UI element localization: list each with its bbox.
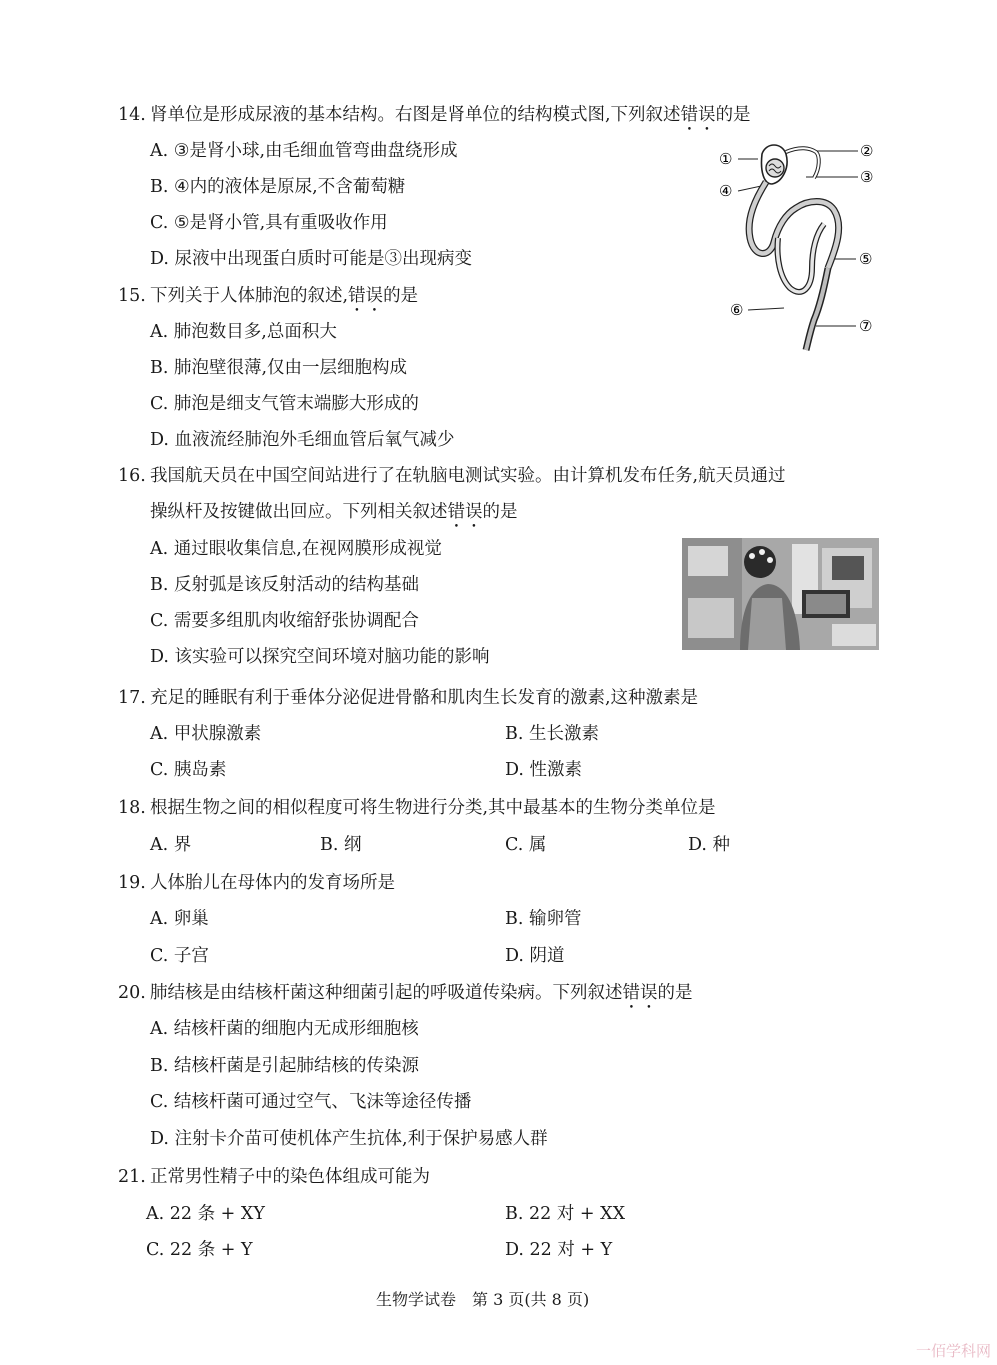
option-b: B. 反射弧是该反射活动的结构基础: [150, 575, 419, 595]
figure-label: ⑤: [859, 250, 873, 268]
option-a: A. 22 条 + XY: [146, 1204, 265, 1224]
option-d: D. 性激素: [505, 760, 583, 780]
option-d: D. 该实验可以探究空间环境对脑功能的影响: [150, 647, 490, 667]
option-c: C. 子宫: [150, 946, 209, 966]
option-c: C. 胰岛素: [150, 760, 227, 780]
option-d: D. 22 对 + Y: [505, 1240, 613, 1260]
option-b: B. 22 对 + XX: [505, 1204, 626, 1224]
option-d: D. 尿液中出现蛋白质时可能是③出现病变: [150, 249, 473, 269]
option-c: C. ⑤是肾小管,具有重吸收作用: [150, 213, 388, 233]
option-d: D. 血液流经肺泡外毛细血管后氧气减少: [150, 430, 455, 450]
option-a: A. 界: [150, 835, 192, 855]
option-d: D. 种: [688, 835, 731, 855]
figure-label: ④: [719, 182, 733, 200]
question-number: 21.: [118, 1167, 146, 1187]
nephron-diagram: [716, 138, 886, 353]
option-a: A. 甲状腺激素: [150, 724, 262, 744]
question-18-stem: 根据生物之间的相似程度可将生物进行分类,其中最基本的生物分类单位是: [150, 798, 716, 818]
option-d: D. 注射卡介苗可使机体产生抗体,利于保护易感人群: [150, 1129, 548, 1149]
question-15-stem: 下列关于人体肺泡的叙述,错误的是: [150, 286, 419, 306]
option-c: C. 结核杆菌可通过空气、飞沫等途径传播: [150, 1092, 472, 1112]
question-number: 14.: [118, 105, 146, 125]
question-number: 20.: [118, 983, 146, 1003]
question-number: 17.: [118, 688, 146, 708]
option-c: C. 22 条 + Y: [146, 1240, 253, 1260]
question-19-stem: 人体胎儿在母体内的发育场所是: [150, 873, 395, 893]
option-c: C. 肺泡是细支气管末端膨大形成的: [150, 394, 419, 414]
figure-label: ⑥: [730, 301, 744, 319]
watermark: 一佰学科网: [915, 1342, 991, 1360]
option-b: B. ④内的液体是原尿,不含葡萄糖: [150, 177, 406, 197]
figure-label: ②: [860, 142, 874, 160]
astronaut-photo: [682, 538, 879, 650]
question-14-stem: 肾单位是形成尿液的基本结构。右图是肾单位的结构模式图,下列叙述错误的是: [150, 105, 751, 125]
figure-label: ③: [860, 168, 874, 186]
question-20-stem: 肺结核是由结核杆菌这种细菌引起的呼吸道传染病。下列叙述错误的是: [150, 983, 693, 1003]
option-b: B. 输卵管: [505, 909, 582, 929]
page-footer: 生物学试卷 第 3 页(共 8 页): [376, 1290, 590, 1309]
option-a: A. ③是肾小球,由毛细血管弯曲盘绕形成: [150, 141, 458, 161]
option-b: B. 纲: [320, 835, 362, 855]
question-number: 15.: [118, 286, 146, 306]
option-a: A. 结核杆菌的细胞内无成形细胞核: [150, 1019, 419, 1039]
question-16-stem-line2: 操纵杆及按键做出回应。下列相关叙述错误的是: [150, 502, 518, 522]
question-number: 19.: [118, 873, 146, 893]
option-d: D. 阴道: [505, 946, 565, 966]
option-a: A. 卵巢: [150, 909, 209, 929]
option-a: A. 通过眼收集信息,在视网膜形成视觉: [150, 539, 442, 559]
question-number: 18.: [118, 798, 146, 818]
option-c: C. 属: [505, 835, 547, 855]
option-a: A. 肺泡数目多,总面积大: [150, 322, 337, 342]
option-b: B. 生长激素: [505, 724, 599, 744]
option-b: B. 结核杆菌是引起肺结核的传染源: [150, 1056, 419, 1076]
question-21-stem: 正常男性精子中的染色体组成可能为: [150, 1167, 430, 1187]
figure-label: ⑦: [859, 317, 873, 335]
question-16-stem-line1: 我国航天员在中国空间站进行了在轨脑电测试实验。由计算机发布任务,航天员通过: [150, 466, 786, 486]
question-17-stem: 充足的睡眠有利于垂体分泌促进骨骼和肌肉生长发育的激素,这种激素是: [150, 688, 699, 708]
option-c: C. 需要多组肌肉收缩舒张协调配合: [150, 611, 419, 631]
question-number: 16.: [118, 466, 146, 486]
figure-label: ①: [719, 150, 733, 168]
option-b: B. 肺泡壁很薄,仅由一层细胞构成: [150, 358, 408, 378]
